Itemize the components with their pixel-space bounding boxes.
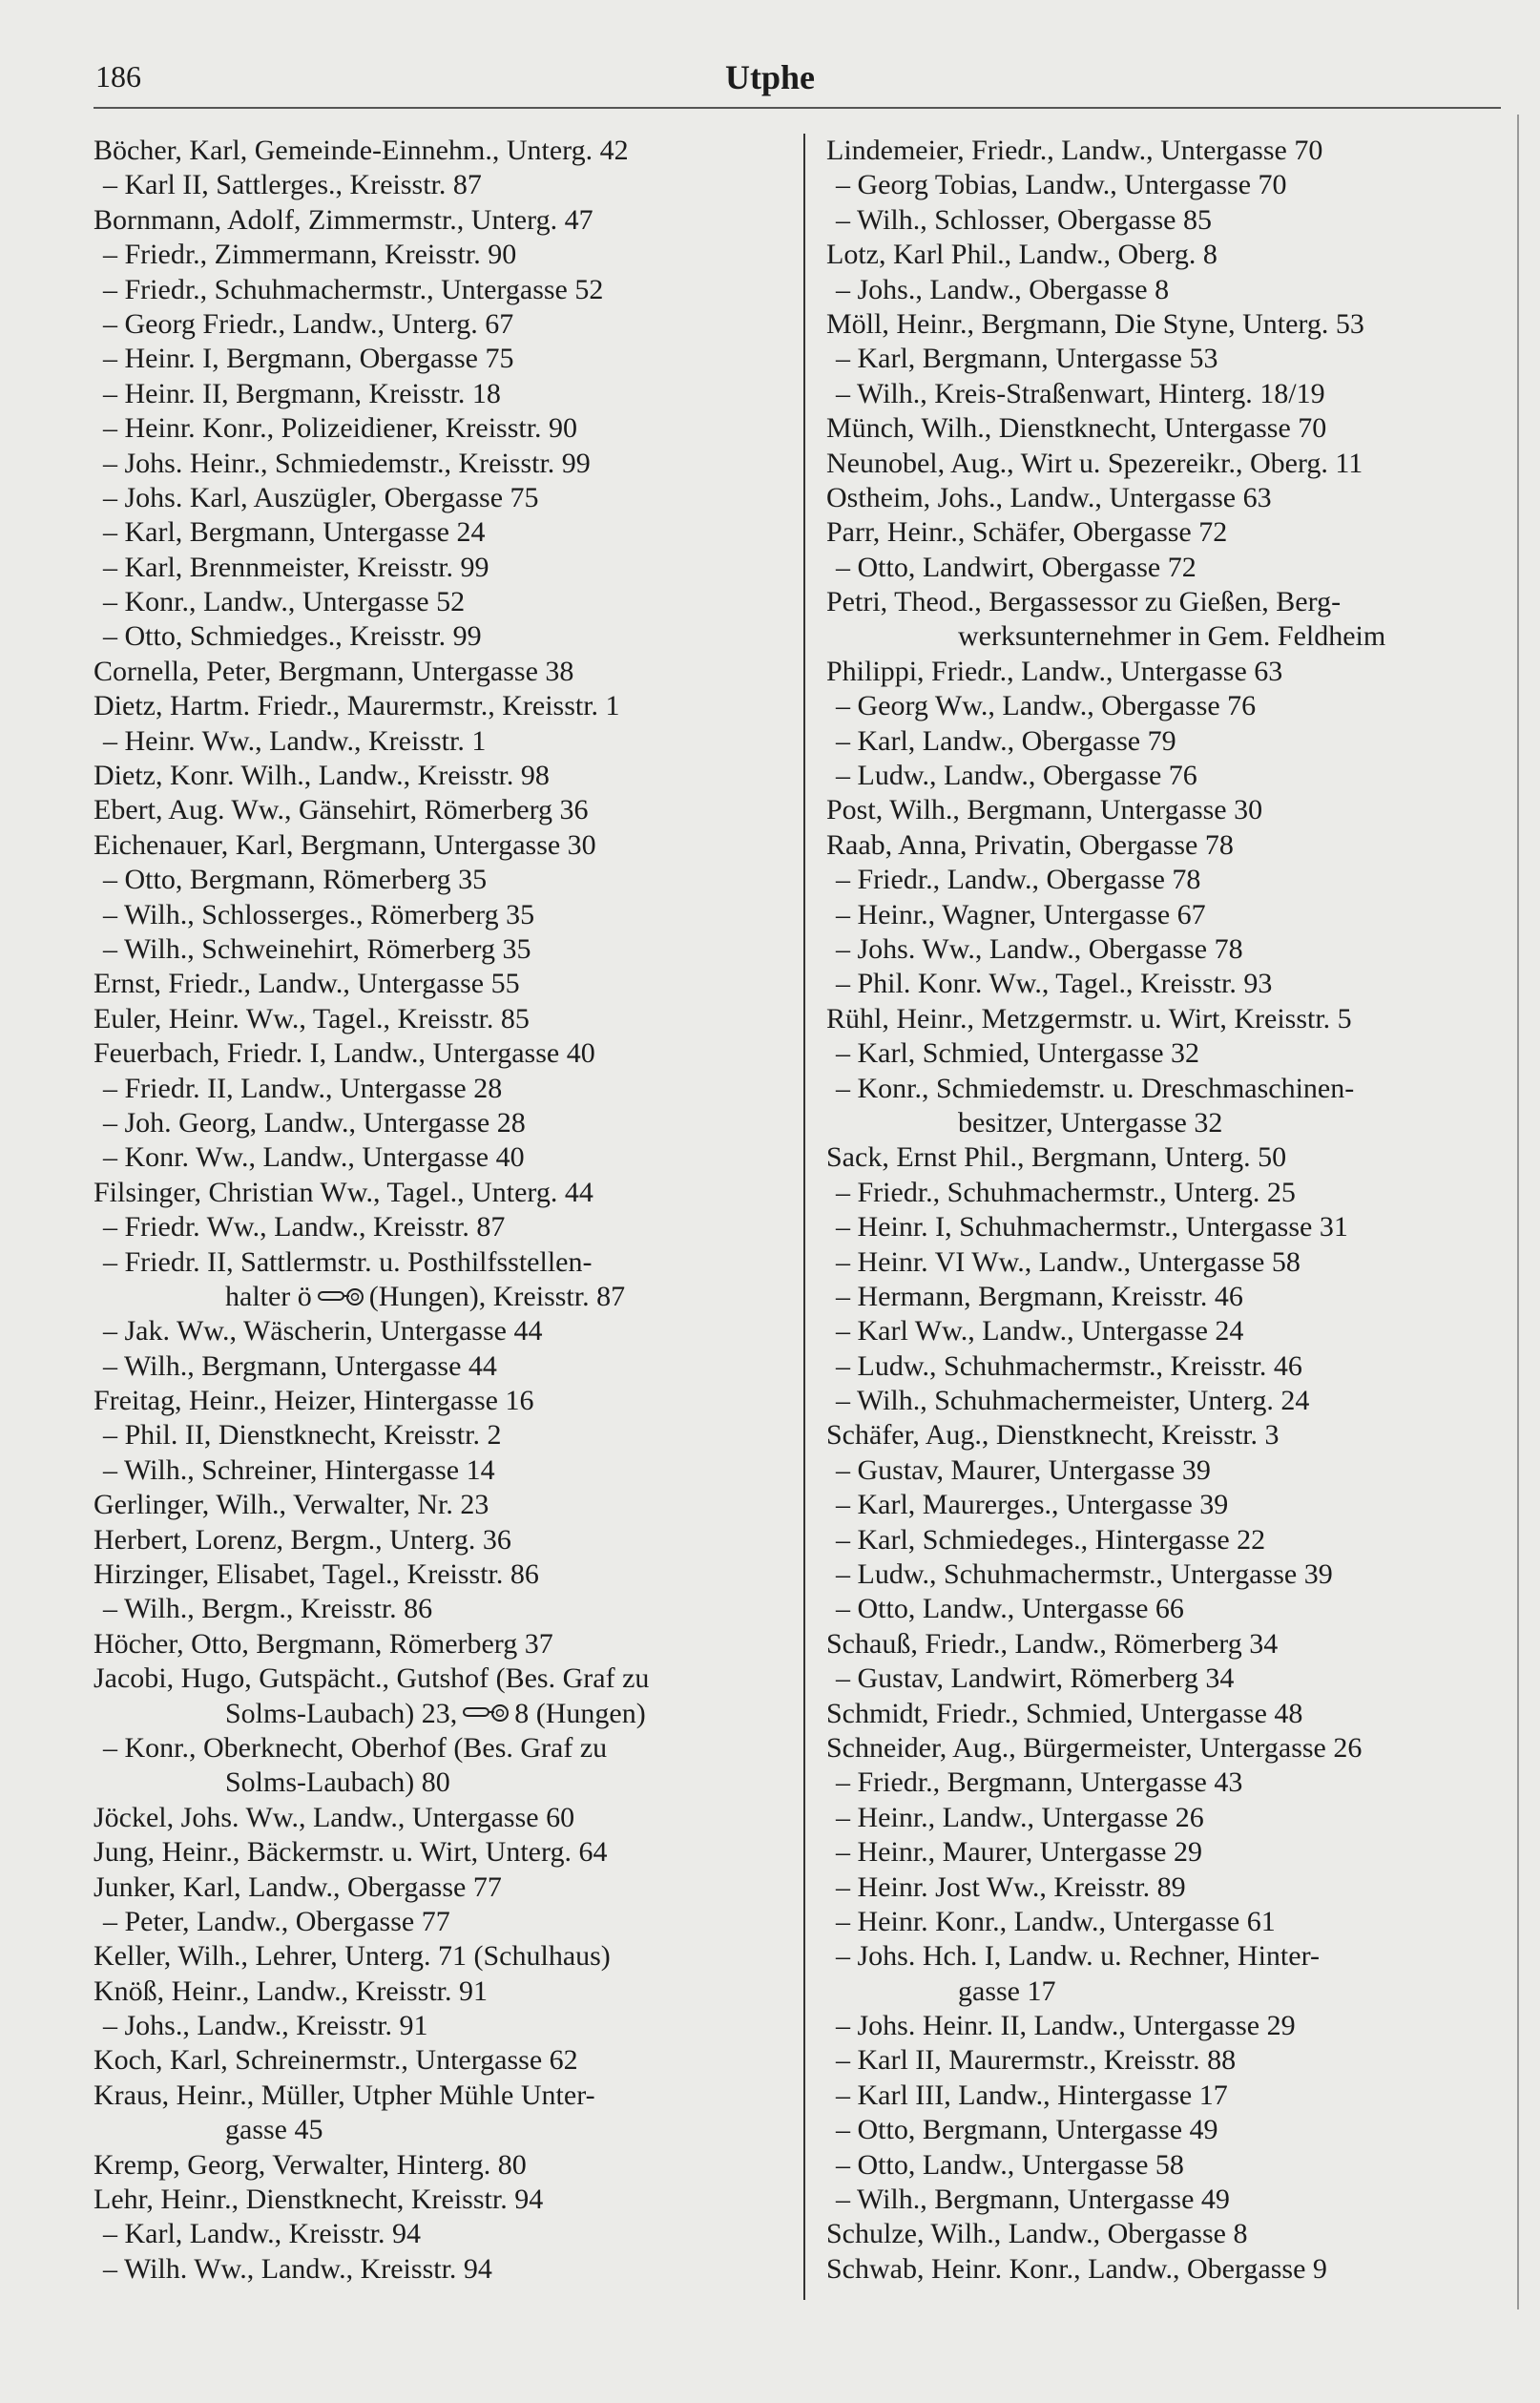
entry-text: – Johs., Landw., Obergasse 8	[836, 273, 1170, 305]
entry-continuation	[826, 1106, 1494, 1140]
entry-text: – Wilh., Schweinehirt, Römerberg 35	[103, 932, 531, 965]
directory-entry	[826, 1835, 1494, 1870]
entry-text: – Otto, Landw., Untergasse 66	[836, 1593, 1184, 1625]
entry-text: – Karl, Bergmann, Untergasse 24	[103, 516, 486, 549]
directory-entry	[826, 1939, 1494, 1974]
entry-text: – Otto, Landwirt, Obergasse 72	[836, 551, 1197, 583]
directory-entry	[94, 134, 790, 168]
entry-text: Schwab, Heinr. Konr., Landw., Obergasse 9	[826, 2252, 1327, 2285]
entry-text: Hirzinger, Elisabet, Tagel., Kreisstr. 86	[94, 1558, 539, 1591]
directory-entry	[94, 411, 790, 446]
directory-entry	[94, 1453, 790, 1488]
entry-text: – Jak. Ww., Wäscherin, Untergasse 44	[103, 1315, 543, 1348]
directory-entry	[826, 967, 1494, 1001]
entry-text: – Konr., Landw., Untergasse 52	[103, 586, 466, 618]
entry-text: Solms-Laubach) 23,	[225, 1697, 458, 1729]
directory-entry	[94, 203, 790, 238]
directory-entry	[94, 793, 790, 827]
directory-entry	[94, 1384, 790, 1418]
directory-entry	[826, 2009, 1494, 2043]
entry-text: – Wilh., Schlosser, Obergasse 85	[836, 203, 1212, 236]
entry-text: – Phil. II, Dienstknecht, Kreisstr. 2	[103, 1419, 502, 1452]
directory-entry	[94, 619, 790, 654]
directory-entry	[94, 377, 790, 411]
entry-text: – Ludw., Schuhmachermstr., Kreisstr. 46	[836, 1349, 1302, 1382]
directory-entry	[826, 377, 1494, 411]
entry-text: – Friedr., Bergmann, Untergasse 43	[836, 1766, 1243, 1799]
directory-entry	[826, 1870, 1494, 1905]
directory-entry	[826, 1592, 1494, 1626]
entry-text: – Johs., Landw., Kreisstr. 91	[103, 2010, 428, 2042]
entry-text: Junker, Karl, Landw., Obergasse 77	[94, 1870, 502, 1903]
entry-text: Ernst, Friedr., Landw., Untergasse 55	[94, 968, 520, 1000]
entry-continuation	[94, 1697, 790, 1731]
entry-text: Münch, Wilh., Dienstknecht, Untergasse 70	[826, 412, 1327, 445]
directory-entry	[94, 1939, 790, 1974]
directory-entry	[826, 1453, 1494, 1488]
directory-entry	[94, 1140, 790, 1175]
entry-text: – Friedr., Zimmermann, Kreisstr. 90	[103, 239, 517, 271]
directory-entry	[94, 932, 790, 967]
entry-text: – Ludw., Landw., Obergasse 76	[836, 760, 1197, 792]
directory-entry	[94, 898, 790, 932]
entry-text: – Joh. Georg, Landw., Untergasse 28	[103, 1106, 526, 1139]
directory-entry	[94, 2148, 790, 2183]
directory-entry	[94, 447, 790, 481]
directory-entry	[94, 1210, 790, 1244]
directory-entry	[826, 203, 1494, 238]
page-number: 186	[95, 59, 141, 94]
entry-text: – Karl, Landw., Obergasse 79	[836, 724, 1176, 757]
entry-text: – Karl, Bergmann, Untergasse 53	[836, 343, 1218, 375]
entry-text: – Otto, Bergmann, Untergasse 49	[836, 2114, 1218, 2146]
directory-entry	[826, 1731, 1494, 1766]
directory-entry	[826, 1557, 1494, 1592]
directory-entry	[94, 238, 790, 272]
entry-text: Böcher, Karl, Gemeinde-Einnehm., Unterg. 42	[94, 135, 629, 166]
directory-entry	[94, 1002, 790, 1036]
entry-text: – Friedr., Schuhmachermstr., Unterg. 25	[836, 1176, 1296, 1208]
entry-continuation	[94, 2113, 790, 2147]
entry-text: besitzer, Untergasse 32	[958, 1106, 1223, 1139]
directory-entry	[826, 759, 1494, 793]
directory-entry	[826, 1210, 1494, 1244]
directory-entry	[94, 1245, 790, 1280]
telephone-icon	[318, 1282, 364, 1316]
entry-text: – Friedr., Landw., Obergasse 78	[836, 864, 1201, 896]
directory-entry	[826, 863, 1494, 897]
directory-entry	[826, 1314, 1494, 1348]
entry-text: – Heinr. Konr., Landw., Untergasse 61	[836, 1905, 1276, 1937]
entry-text: – Wilh., Schuhmachermeister, Unterg. 24	[836, 1385, 1310, 1417]
entry-text: – Heinr. II, Bergmann, Kreisstr. 18	[103, 377, 501, 409]
entry-text: – Karl, Landw., Kreisstr. 94	[103, 2218, 421, 2250]
directory-entry	[94, 863, 790, 897]
directory-entry	[826, 238, 1494, 272]
directory-entry	[94, 273, 790, 307]
directory-entry	[826, 515, 1494, 550]
entry-text: – Wilh., Schreiner, Hintergasse 14	[103, 1453, 495, 1486]
directory-entry	[826, 1384, 1494, 1418]
entry-text: Gerlinger, Wilh., Verwalter, Nr. 23	[94, 1489, 489, 1521]
entry-text: – Heinr. I, Bergmann, Obergasse 75	[103, 343, 514, 375]
entry-text: – Friedr. II, Landw., Untergasse 28	[103, 1072, 503, 1104]
page-edge	[1517, 115, 1519, 2309]
directory-entry	[826, 585, 1494, 619]
entry-text: – Wilh., Bergmann, Untergasse 49	[836, 2184, 1230, 2216]
directory-entry	[826, 1280, 1494, 1314]
entry-text: Kremp, Georg, Verwalter, Hinterg. 80	[94, 2148, 527, 2181]
entry-text: Koch, Karl, Schreinermstr., Untergasse 62	[94, 2044, 578, 2077]
directory-entry	[94, 1731, 790, 1766]
directory-entry	[94, 515, 790, 550]
directory-entry	[94, 1106, 790, 1140]
directory-entry	[826, 2043, 1494, 2078]
directory-entry	[826, 447, 1494, 481]
directory-entry	[826, 1036, 1494, 1071]
directory-entry	[94, 724, 790, 759]
entry-text: – Phil. Konr. Ww., Tagel., Kreisstr. 93	[836, 968, 1273, 1000]
entry-text: – Karl, Schmied, Untergasse 32	[836, 1037, 1200, 1070]
directory-entry	[826, 1697, 1494, 1731]
directory-entry	[826, 2183, 1494, 2217]
entry-text: Jöckel, Johs. Ww., Landw., Untergasse 60	[94, 1801, 575, 1833]
directory-entry	[94, 1627, 790, 1661]
entry-text: – Karl, Maurerges., Untergasse 39	[836, 1489, 1229, 1521]
entry-text: Jacobi, Hugo, Gutspächt., Gutshof (Bes. Graf zu	[94, 1662, 650, 1695]
entry-text: – Johs. Heinr., Schmiedemstr., Kreisstr. 99	[103, 447, 591, 479]
entry-text: Post, Wilh., Bergmann, Untergasse 30	[826, 794, 1263, 826]
directory-entry	[94, 2079, 790, 2113]
directory-entry	[826, 1245, 1494, 1280]
directory-entry	[826, 2252, 1494, 2287]
entry-text: – Gustav, Landwirt, Römerberg 34	[836, 1662, 1235, 1695]
directory-entry	[94, 1072, 790, 1106]
directory-entry	[94, 1661, 790, 1696]
directory-entry	[826, 689, 1494, 723]
directory-entry	[94, 2252, 790, 2287]
directory-entry	[826, 1002, 1494, 1036]
entry-text: – Heinr. VI Ww., Landw., Untergasse 58	[836, 1245, 1301, 1278]
entry-text: – Karl, Schmiedeges., Hintergasse 22	[836, 1523, 1266, 1556]
entry-text: – Wilh., Schlosserges., Römerberg 35	[103, 898, 535, 930]
directory-entry	[94, 2043, 790, 2078]
entry-continuation	[94, 1766, 790, 1800]
entry-text: – Wilh., Kreis-Straßenwart, Hinterg. 18/19	[836, 377, 1325, 409]
directory-entry	[94, 967, 790, 1001]
directory-entry	[94, 1975, 790, 2009]
entry-text: Schmidt, Friedr., Schmied, Untergasse 48	[826, 1697, 1303, 1729]
directory-entry	[826, 273, 1494, 307]
directory-entry	[826, 134, 1494, 168]
entry-text: – Otto, Bergmann, Römerberg 35	[103, 864, 488, 896]
entry-text: – Karl II, Sattlerges., Kreisstr. 87	[103, 169, 482, 201]
directory-entry	[826, 828, 1494, 863]
entry-text: Raab, Anna, Privatin, Obergasse 78	[826, 828, 1234, 861]
directory-entry	[94, 1176, 790, 1210]
entry-text: Cornella, Peter, Bergmann, Untergasse 38	[94, 655, 574, 687]
directory-entry	[94, 1488, 790, 1522]
directory-entry	[826, 2217, 1494, 2251]
telephone-icon	[463, 1698, 509, 1732]
entry-text: – Hermann, Bergmann, Kreisstr. 46	[836, 1280, 1243, 1312]
entry-text: Keller, Wilh., Lehrer, Unterg. 71 (Schulhaus)	[94, 1940, 611, 1973]
entry-text: – Wilh., Bergm., Kreisstr. 86	[103, 1593, 433, 1625]
directory-entry	[94, 1835, 790, 1870]
entry-text: – Konr., Oberknecht, Oberhof (Bes. Graf zu	[103, 1731, 608, 1764]
right-column	[826, 134, 1494, 2287]
entry-text: Schauß, Friedr., Landw., Römerberg 34	[826, 1627, 1279, 1660]
entry-text: – Friedr. II, Sattlermstr. u. Posthilfsstellen-	[103, 1245, 593, 1278]
entry-text: – Heinr., Wagner, Untergasse 67	[836, 898, 1206, 930]
entry-text: – Otto, Schmiedges., Kreisstr. 99	[103, 620, 482, 653]
entry-text: – Peter, Landw., Obergasse 77	[103, 1905, 450, 1937]
entry-text: (Hungen), Kreisstr. 87	[368, 1280, 626, 1312]
directory-entry	[94, 1418, 790, 1452]
directory-entry	[94, 551, 790, 585]
entry-text: – Wilh. Ww., Landw., Kreisstr. 94	[103, 2252, 492, 2285]
entry-continuation	[94, 1280, 790, 1314]
directory-entry	[94, 1349, 790, 1384]
entry-continuation	[826, 1975, 1494, 2009]
directory-entry	[826, 2079, 1494, 2113]
entry-text: Lotz, Karl Phil., Landw., Oberg. 8	[826, 239, 1217, 271]
entry-text: – Heinr. Ww., Landw., Kreisstr. 1	[103, 724, 487, 757]
directory-entry	[94, 828, 790, 863]
directory-entry	[826, 411, 1494, 446]
entry-text: – Karl, Brennmeister, Kreisstr. 99	[103, 551, 489, 583]
directory-entry	[94, 481, 790, 515]
entry-text: – Otto, Landw., Untergasse 58	[836, 2148, 1184, 2181]
directory-entry	[826, 1349, 1494, 1384]
entry-text: Eichenauer, Karl, Bergmann, Untergasse 30	[94, 828, 596, 861]
directory-entry	[826, 898, 1494, 932]
entry-text: Filsinger, Christian Ww., Tagel., Unterg. 44	[94, 1176, 593, 1208]
entry-text: Freitag, Heinr., Heizer, Hintergasse 16	[94, 1385, 534, 1417]
directory-entry	[826, 724, 1494, 759]
entry-text: – Heinr., Maurer, Untergasse 29	[836, 1836, 1202, 1869]
directory-entry	[94, 1870, 790, 1905]
entry-text: Parr, Heinr., Schäfer, Obergasse 72	[826, 516, 1228, 549]
column-divider	[803, 134, 805, 2300]
entry-text: – Wilh., Bergmann, Untergasse 44	[103, 1349, 497, 1382]
entry-text: – Johs. Karl, Auszügler, Obergasse 75	[103, 481, 539, 513]
directory-entry	[826, 1627, 1494, 1661]
left-column	[94, 134, 790, 2287]
entry-text: Jung, Heinr., Bäckermstr. u. Wirt, Unterg. 64	[94, 1836, 608, 1869]
entry-text: – Konr. Ww., Landw., Untergasse 40	[103, 1141, 525, 1174]
directory-entry	[826, 2148, 1494, 2183]
directory-entry	[94, 1592, 790, 1626]
directory-entry	[826, 1418, 1494, 1452]
directory-entry	[826, 2113, 1494, 2147]
entry-text: Sack, Ernst Phil., Bergmann, Unterg. 50	[826, 1141, 1287, 1174]
entry-text: – Gustav, Maurer, Untergasse 39	[836, 1453, 1211, 1486]
entry-text: – Johs. Ww., Landw., Obergasse 78	[836, 932, 1243, 965]
entry-text: Feuerbach, Friedr. I, Landw., Untergasse 40	[94, 1037, 595, 1070]
directory-entry	[826, 551, 1494, 585]
entry-text: – Heinr., Landw., Untergasse 26	[836, 1801, 1204, 1833]
directory-entry	[94, 2009, 790, 2043]
entry-continuation	[826, 619, 1494, 654]
directory-entry	[826, 1766, 1494, 1800]
entry-text: gasse 17	[958, 1975, 1056, 2007]
directory-entry	[826, 1488, 1494, 1522]
entry-text: Herbert, Lorenz, Bergm., Unterg. 36	[94, 1523, 511, 1556]
entry-text: Neunobel, Aug., Wirt u. Spezereikr., Oberg. 11	[826, 447, 1363, 479]
directory-entry	[826, 932, 1494, 967]
entry-text: Ebert, Aug. Ww., Gänsehirt, Römerberg 36	[94, 794, 589, 826]
entry-text: – Friedr. Ww., Landw., Kreisstr. 87	[103, 1211, 506, 1243]
entry-text: Petri, Theod., Bergassessor zu Gießen, Berg-	[826, 586, 1342, 618]
directory-entry	[826, 793, 1494, 827]
entry-text: Schneider, Aug., Bürgermeister, Untergasse 26	[826, 1731, 1363, 1764]
header-rule	[94, 107, 1501, 109]
directory-entry	[94, 759, 790, 793]
entry-text: werksunternehmer in Gem. Feldheim	[958, 620, 1386, 653]
entry-text: – Heinr. Konr., Polizeidiener, Kreisstr. 90	[103, 412, 578, 445]
entry-text: Ostheim, Johs., Landw., Untergasse 63	[826, 481, 1272, 513]
entry-text: – Heinr. Jost Ww., Kreisstr. 89	[836, 1870, 1186, 1903]
entry-text: 8 (Hungen)	[514, 1697, 646, 1729]
directory-entry	[826, 481, 1494, 515]
entry-text: Bornmann, Adolf, Zimmermstr., Unterg. 47	[94, 203, 593, 236]
entry-text: – Johs. Heinr. II, Landw., Untergasse 29	[836, 2010, 1296, 2042]
entry-text: Philippi, Friedr., Landw., Untergasse 63	[826, 655, 1283, 687]
entry-text: gasse 45	[225, 2114, 323, 2146]
directory-entry	[94, 1314, 790, 1348]
directory-entry	[826, 342, 1494, 376]
directory-entry	[94, 655, 790, 689]
directory-entry	[826, 1523, 1494, 1557]
entry-text: Knöß, Heinr., Landw., Kreisstr. 91	[94, 1975, 488, 2007]
directory-entry	[826, 1661, 1494, 1696]
entry-text: Dietz, Hartm. Friedr., Maurermstr., Kreisstr. 1	[94, 690, 620, 722]
directory-entry	[94, 2217, 790, 2251]
directory-entry	[94, 1801, 790, 1835]
directory-entry	[826, 1905, 1494, 1939]
directory-entry	[826, 1801, 1494, 1835]
entry-text: – Johs. Hch. I, Landw. u. Rechner, Hinter-	[836, 1940, 1320, 1973]
directory-entry	[94, 1523, 790, 1557]
entry-text: – Friedr., Schuhmachermstr., Untergasse 52	[103, 273, 604, 305]
entry-text: Lehr, Heinr., Dienstknecht, Kreisstr. 94	[94, 2184, 544, 2216]
directory-entry	[826, 1072, 1494, 1106]
entry-text: Möll, Heinr., Bergmann, Die Styne, Unterg. 53	[826, 307, 1364, 340]
entry-text: Rühl, Heinr., Metzgermstr. u. Wirt, Kreisstr. 5	[826, 1002, 1352, 1034]
entry-text: Schulze, Wilh., Landw., Obergasse 8	[826, 2218, 1248, 2250]
entry-text: – Konr., Schmiedemstr. u. Dreschmaschinen-	[836, 1072, 1355, 1104]
directory-entry	[826, 168, 1494, 202]
entry-text: – Ludw., Schuhmachermstr., Untergasse 39	[836, 1558, 1333, 1591]
directory-entry	[94, 2183, 790, 2217]
directory-entry	[826, 307, 1494, 342]
directory-entry	[826, 1140, 1494, 1175]
entry-text: – Karl Ww., Landw., Untergasse 24	[836, 1315, 1244, 1348]
entry-text: – Georg Tobias, Landw., Untergasse 70	[836, 169, 1287, 201]
entry-text: Dietz, Konr. Wilh., Landw., Kreisstr. 98	[94, 760, 550, 792]
directory-entry	[826, 655, 1494, 689]
entry-text: Schäfer, Aug., Dienstknecht, Kreisstr. 3	[826, 1419, 1280, 1452]
directory-entry	[826, 1176, 1494, 1210]
entry-text: Euler, Heinr. Ww., Tagel., Kreisstr. 85	[94, 1002, 530, 1034]
directory-entry	[94, 342, 790, 376]
entry-text: Lindemeier, Friedr., Landw., Untergasse 70	[826, 135, 1323, 166]
directory-entry	[94, 689, 790, 723]
entry-text: Kraus, Heinr., Müller, Utpher Mühle Unter-	[94, 2079, 595, 2111]
page-title: Utphe	[724, 58, 815, 96]
directory-entry	[94, 307, 790, 342]
entry-text: Höcher, Otto, Bergmann, Römerberg 37	[94, 1627, 553, 1660]
entry-text: – Karl II, Maurermstr., Kreisstr. 88	[836, 2044, 1237, 2077]
entry-text: – Georg Friedr., Landw., Unterg. 67	[103, 307, 514, 340]
entry-text: halter ö	[225, 1280, 312, 1312]
directory-entry	[94, 1557, 790, 1592]
entry-text: Solms-Laubach) 80	[225, 1766, 450, 1799]
directory-entry	[94, 585, 790, 619]
directory-entry	[94, 1905, 790, 1939]
entry-text: – Georg Ww., Landw., Obergasse 76	[836, 690, 1257, 722]
directory-entry	[94, 168, 790, 202]
entry-text: – Karl III, Landw., Hintergasse 17	[836, 2079, 1228, 2111]
entry-text: – Heinr. I, Schuhmachermstr., Untergasse 31	[836, 1211, 1348, 1243]
directory-entry	[94, 1036, 790, 1071]
